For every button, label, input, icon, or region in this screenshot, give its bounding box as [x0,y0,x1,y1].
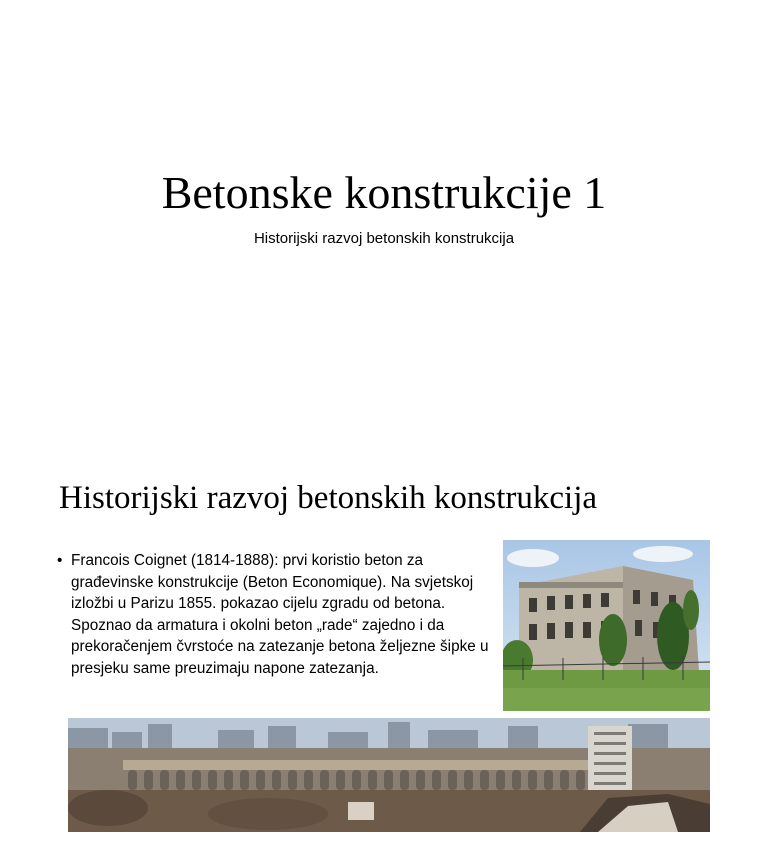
slide-subtitle: Historijski razvoj betonskih konstrukcija [253,230,515,247]
aqueduct-panorama [68,718,710,832]
slide-title: Historijski razvoj betonskih konstrukcija [59,480,598,516]
slide-title: Betonske konstrukcije 1 [161,167,607,218]
bullet-icon: • [57,552,63,569]
bullet-text: Francois Coignet (1814-1888): prvi koristio beton za građevinske konstrukcije (Beton Economique). Na svjetskoj izložbi u Parizu 1855. pokazao cijelu zgradu od betona. Spoznao da armatura i okolni beton „rade“ zajedno i da prekoračenjem čvrstoće na zatezanje betona željezne šipke u presjeku same preuzimaju napone zatezanja. [71,552,489,677]
list-item [57,550,497,679]
bullet-list [57,550,497,679]
title-slide [0,0,768,420]
building-photo [503,540,710,711]
content-slide [0,420,768,866]
